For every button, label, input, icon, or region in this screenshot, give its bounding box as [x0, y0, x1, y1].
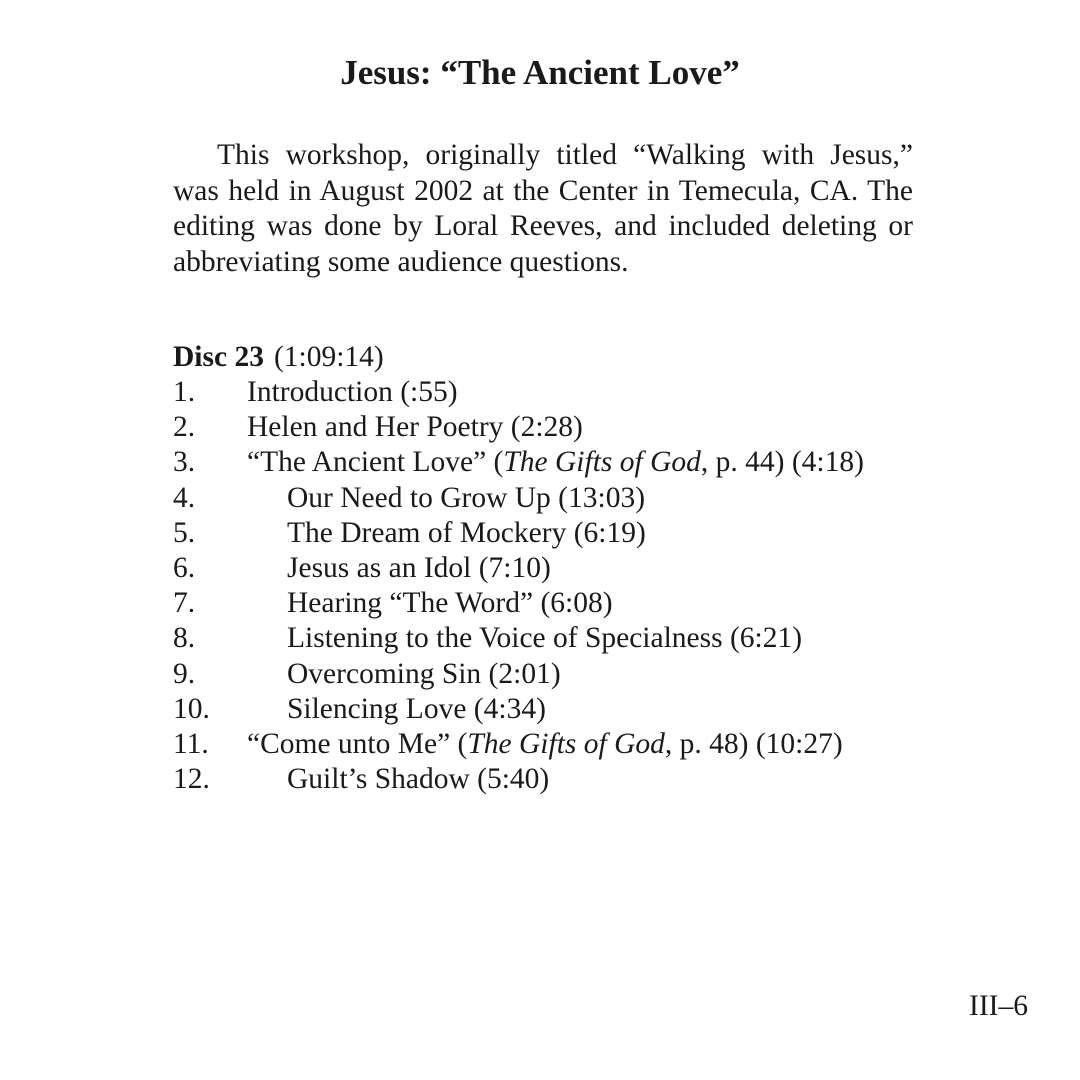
track-number: 4. — [173, 481, 196, 514]
track-title — [247, 727, 843, 762]
track-title — [287, 621, 802, 656]
track-title — [287, 762, 549, 797]
track-title-text: Silencing Love (4:34) — [287, 692, 546, 725]
track-title-suffix: , p. 48) (10:27) — [664, 727, 843, 760]
track-title — [287, 516, 646, 551]
track-title-text: Introduction (:55) — [247, 376, 458, 408]
track-number: 3. — [173, 446, 196, 479]
track-title — [247, 375, 458, 410]
track-title-text: Listening to the Voice of Specialness (6:21) — [287, 622, 803, 655]
track-number: 6. — [173, 551, 196, 584]
intro-text: This workshop, originally titled “Walking with Jesus,” was held in August 2002 at the Center in Temecula, CA. The editing was done by Loral Reeves, and included deleting or abbreviating some audience questions. — [173, 139, 913, 278]
track-title-text: Hearing “The Word” (6:08) — [287, 587, 613, 620]
page-number: III–6 — [969, 990, 1028, 1022]
track-title-suffix: , p. 44) (4:18) — [700, 446, 864, 479]
track-title-text: “The Ancient Love” ( — [247, 446, 504, 479]
track-title — [287, 481, 645, 516]
track-title — [247, 410, 583, 445]
track-title — [287, 692, 546, 727]
track-number: 9. — [173, 657, 196, 690]
track-title-text: The Dream of Mockery (6:19) — [287, 516, 646, 549]
track-title — [247, 445, 864, 480]
intro-paragraph — [173, 138, 913, 280]
disc-heading — [173, 339, 384, 375]
track-title-text: Overcoming Sin (2:01) — [287, 657, 561, 690]
track-title-text: Jesus as an Idol (7:10) — [287, 551, 551, 584]
track-title — [287, 657, 561, 692]
track-title-italic: The Gifts of God — [467, 727, 665, 760]
track-number: 7. — [173, 587, 196, 620]
track-title — [287, 551, 551, 586]
track-number: 5. — [173, 516, 196, 549]
track-title-text: Our Need to Grow Up (13:03) — [287, 481, 646, 514]
track-number: 1. — [173, 376, 196, 408]
disc-duration: (1:09:14) — [273, 341, 384, 373]
track-title-text: Helen and Her Poetry (2:28) — [247, 411, 583, 444]
track-title-text: “Come unto Me” ( — [247, 727, 468, 760]
track-title-italic: The Gifts of God — [503, 446, 701, 479]
track-number: 12. — [173, 763, 210, 796]
track-number: 11. — [173, 727, 209, 760]
track-number: 10. — [173, 692, 210, 725]
track-number: 8. — [173, 622, 196, 655]
disc-label: Disc 23 — [173, 341, 264, 373]
page-title: Jesus: “The Ancient Love” — [340, 53, 740, 92]
track-title — [287, 586, 613, 621]
track-title-text: Guilt’s Shadow (5:40) — [287, 763, 550, 796]
track-number: 2. — [173, 411, 196, 444]
